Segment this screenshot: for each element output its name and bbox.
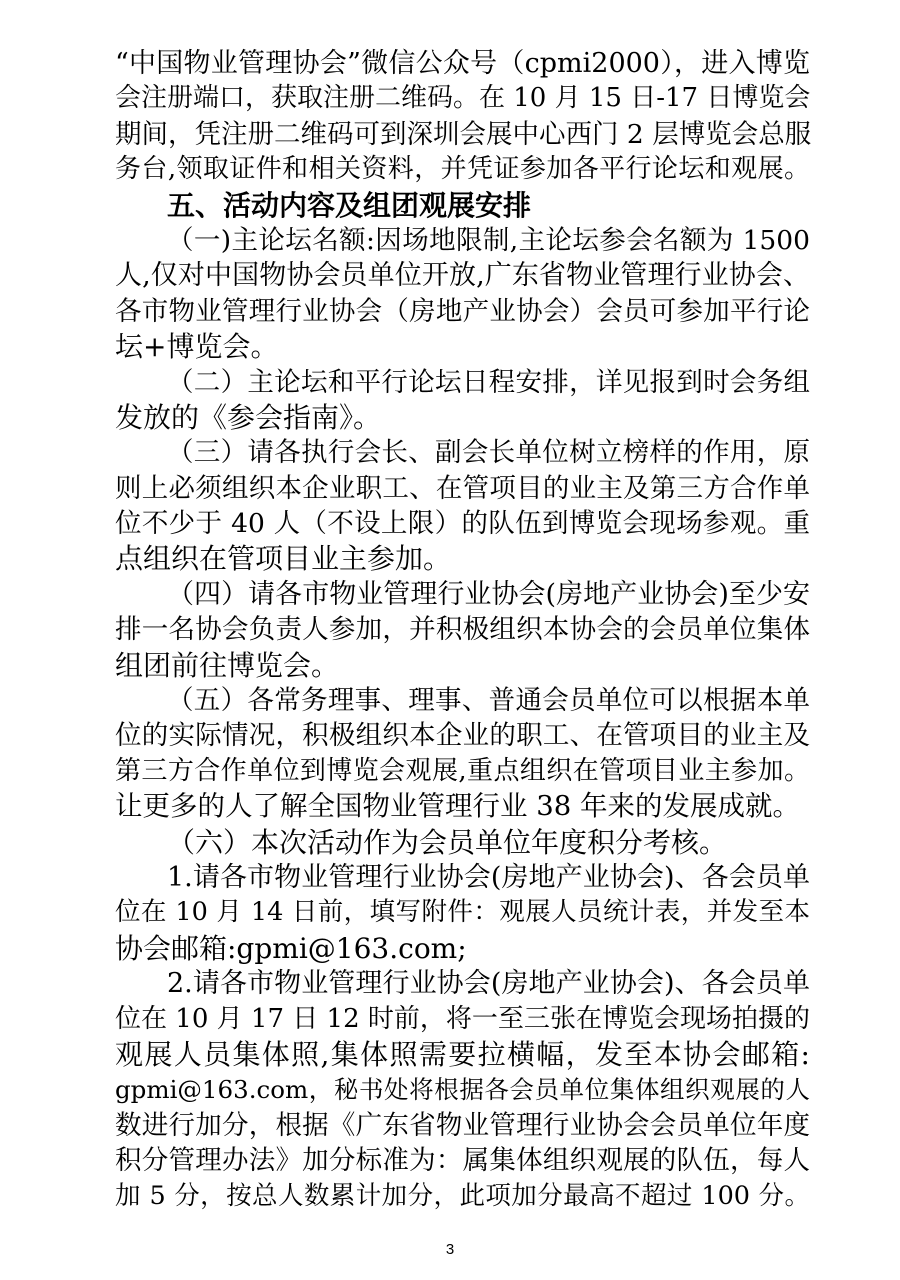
text-line: 位在 10 月 17 日 12 时前，将一至三张在博览会现场拍摄的 — [115, 1003, 810, 1034]
text-line: 人,仅对中国物协会员单位开放,广东省物业管理行业协会、 — [115, 260, 810, 292]
document-body — [115, 46, 810, 1214]
text-line: （六）本次活动作为会员单位年度积分考核。 — [167, 825, 728, 859]
section-heading: 五、活动内容及组团观展安排 — [167, 188, 532, 222]
text-line: （四）请各市物业管理行业协会(房地产业协会)至少安 — [167, 578, 810, 610]
text-line: （一)主论坛名额:因场地限制,主论坛参会名额为 1500 — [167, 224, 810, 256]
text-line: 位不少于 40 人（不设上限）的队伍到博览会现场参观。重 — [115, 508, 810, 540]
text-line: 协会邮箱:gpmi@163.com; — [115, 931, 467, 965]
text-line: 则上必须组织本企业职工、在管项目的业主及第三方合作单 — [115, 472, 810, 504]
text-line: 位在 10 月 14 日前，填写附件：观展人员统计表，并发至本 — [115, 897, 810, 928]
text-line: 观展人员集体照,集体照需要拉横幅，发至本协会邮箱: — [115, 1037, 810, 1071]
text-line: 坛+博览会。 — [115, 330, 279, 364]
text-line: （五）各常务理事、理事、普通会员单位可以根据本单 — [167, 685, 810, 717]
text-line: 位的实际情况，积极组织本企业的职工、在管项目的业主及 — [115, 720, 810, 752]
text-line: 积分管理办法》加分标准为：属集体组织观展的队伍，每人 — [115, 1145, 810, 1177]
text-line: 让更多的人了解全国物业管理行业 38 年来的发展成就。 — [115, 790, 800, 823]
text-line: 加 5 分，按总人数累计加分，此项加分最高不超过 100 分。 — [115, 1180, 810, 1211]
text-line: 组团前往博览会。 — [115, 648, 340, 682]
text-line: gpmi@163.com，秘书处将根据各会员单位集体组织观展的人 — [115, 1075, 810, 1105]
text-line: 第三方合作单位到博览会观展,重点组织在管项目业主参加。 — [115, 755, 810, 786]
text-line: 会注册端口，获取注册二维码。在 10 月 15 日-17 日博览会 — [115, 83, 811, 114]
text-line: 点组织在管项目业主参加。 — [115, 542, 452, 576]
page-number: 3 — [445, 1241, 455, 1258]
text-line: 2.请各市物业管理行业协会(房地产业协会)、各会员单 — [167, 968, 810, 1000]
text-line: 各市物业管理行业协会（房地产业协会）会员可参加平行论 — [115, 295, 810, 327]
text-line: “中国物业管理协会”微信公众号（cpmi2000），进入博览 — [115, 48, 810, 79]
text-line: （二）主论坛和平行论坛日程安排，详见报到时会务组 — [167, 366, 810, 398]
text-line: 排一名协会负责人参加，并积极组织本协会的会员单位集体 — [115, 614, 810, 646]
text-line: 务台,领取证件和相关资料，并凭证参加各平行论坛和观展。 — [115, 154, 810, 185]
text-line: （三）请各执行会长、副会长单位树立榜样的作用，原 — [167, 437, 810, 469]
text-line: 1.请各市物业管理行业协会(房地产业协会)、各会员单 — [167, 861, 810, 893]
text-line: 数进行加分，根据《广东省物业管理行业协会会员单位年度 — [115, 1109, 810, 1141]
text-line: 期间，凭注册二维码可到深圳会展中心西门 2 层博览会总服 — [115, 118, 812, 150]
text-line: 发放的《参会指南》。 — [115, 400, 382, 434]
